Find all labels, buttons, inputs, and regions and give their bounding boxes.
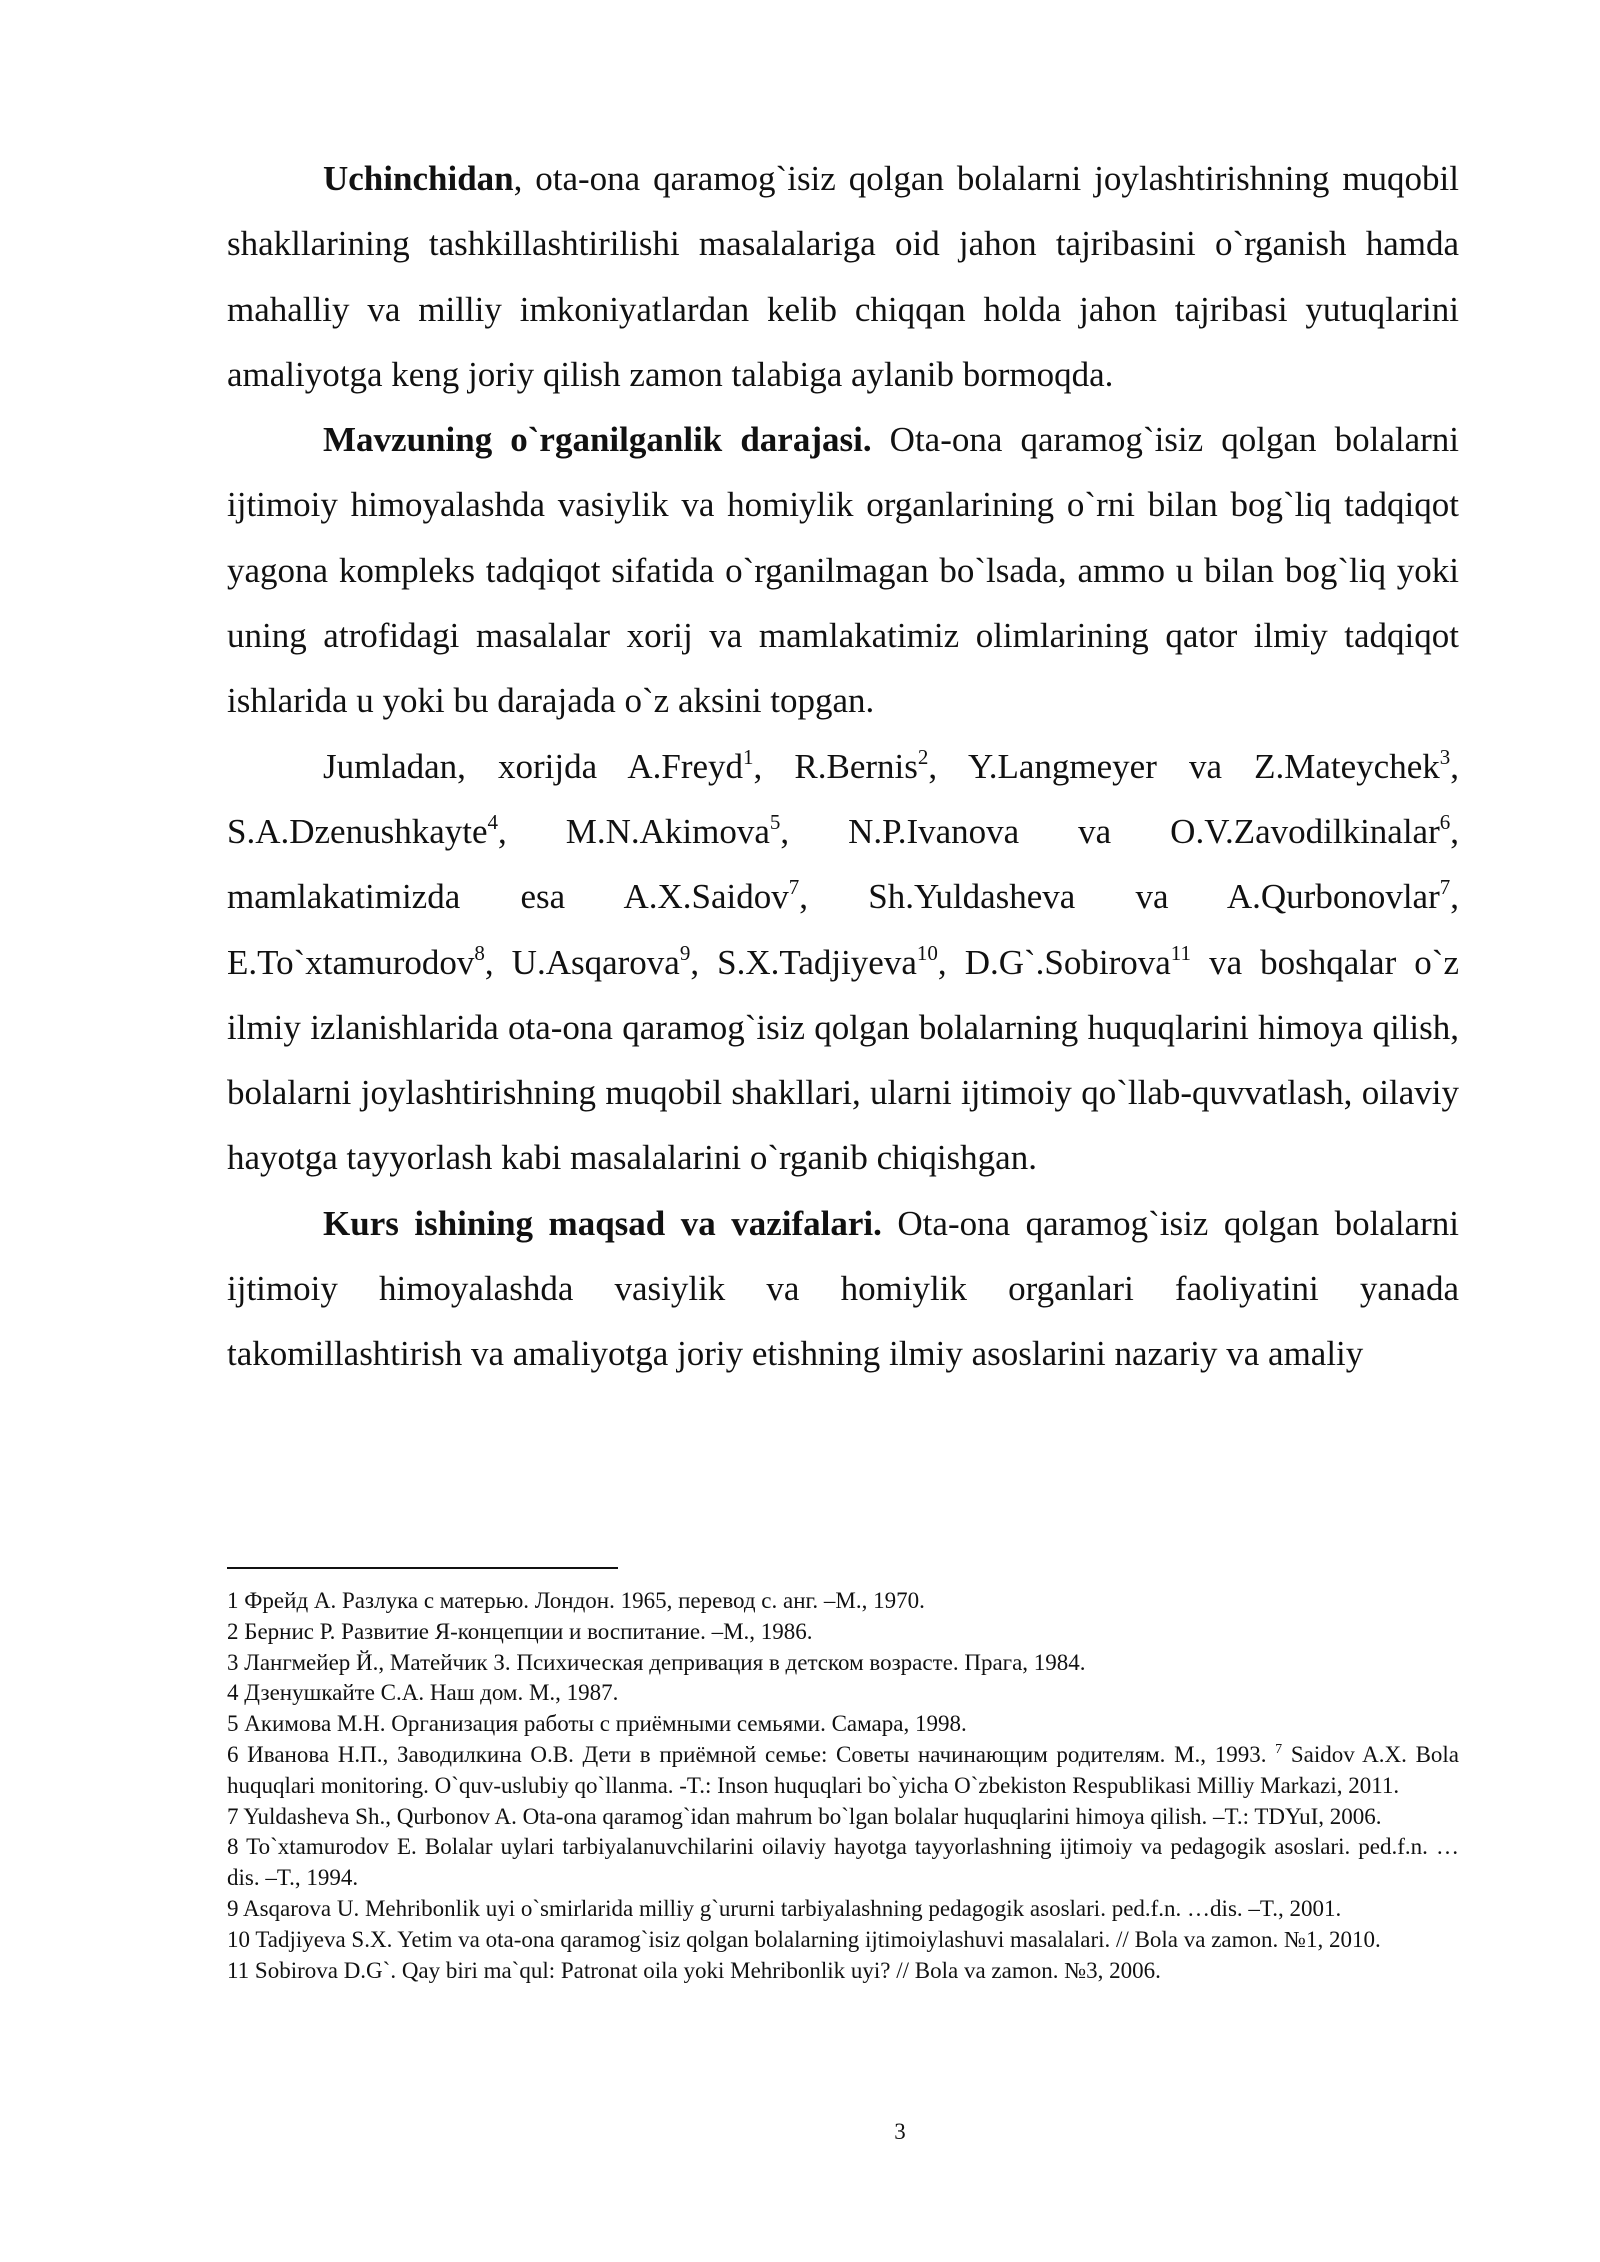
paragraph-text: , E.To`xtamurodov [227,877,1459,982]
paragraph-jumladan [227,734,1459,1191]
paragraph-text: , mamlakatimizda esa A.X.Saidov [227,811,1459,917]
paragraph-text: , Sh.Yuldasheva va A.Qurbonovlar [799,877,1440,917]
paragraph-text: Ota-ona qaramog`isiz qolgan bolalarni ijtimoiy himoyalashda vasiylik va homiylik organlari faoliyatini yanada takomillashtirish va amaliyotga joriy etishning ilmiy asoslarini nazariy va amaliy [227,1203,1460,1374]
footnote-7: 7 Yuldasheva Sh., Qurbonov A. Ota-ona qaramog`idan mahrum bo`lgan bolalar huquqlarini himoya qilish. –T.: TDYuI, 2006. [227,1803,1382,1829]
paragraph-uchinchidan [227,146,1459,407]
footnote-ref[interactable]: 7 [1439,875,1451,900]
footnote-9: 9 Asqarova U. Mehribonlik uyi o`smirlarida milliy g`ururni tarbiyalashning pedagogik asoslari. ped.f.n. …dis. –T., 2001. [227,1895,1342,1921]
paragraph-text: Jumladan, xorijda A.Freyd [323,746,744,786]
footnote-ref: 7 [1275,1741,1283,1757]
paragraph-text: Ota-ona qaramog`isiz qolgan bolalarni ijtimoiy himoyalashda vasiylik va homiylik organlarining o`rni bilan bog`liq tadqiqot yagona kompleks tadqiqot sifatida o`rganilmagan bo`lsada, ammo u bilan bog`liq yoki uning atrofidagi masalalar xorij va mamlakatimiz olimlarining qator ilmiy tadqiqot ishlarida u yoki bu darajada o`z aksini topgan. [227,420,1460,721]
footnote-ref[interactable]: 3 [1439,744,1451,769]
footnote-3: 3 Лангмейер Й., Матейчик З. Психическая депривация в детском возрасте. Прага, 1984. [227,1649,1086,1675]
footnote-ref[interactable]: 4 [487,809,499,834]
paragraph-text: va boshqalar o`z ilmiy izlanishlarida ota-ona qaramog`isiz qolgan bolalarning huquqlarini himoya qilish, bolalarni joylashtirishning muqobil shakllari, ularni ijtimoiy qo`llab-quvvatlash, oilaviy hayotga tayyorlash kabi masalalarini o`rganib chiqishgan. [227,942,1459,1178]
paragraph-text: , N.P.Ivanova va O.V.Zavodilkinalar [780,811,1440,851]
paragraph-text: , M.N.Akimova [498,811,770,851]
paragraph-text: , S.X.Tadjiyeva [690,942,917,982]
paragraph-mavzuning [227,407,1459,733]
footnote-ref[interactable]: 11 [1170,940,1192,965]
paragraph-lead: Mavzuning o`rganilganlik darajasi. [323,420,872,460]
footnote-6 [227,1740,1459,1802]
paragraph-text: , S.A.Dzenushkayte [227,746,1459,851]
footnote-ref[interactable]: 6 [1439,809,1451,834]
footnote-ref[interactable]: 7 [788,875,800,900]
paragraph-text: , D.G`.Sobirova [937,942,1171,982]
footnote-ref[interactable]: 8 [474,940,485,965]
footnote-ref[interactable]: 5 [769,809,781,834]
page-number: 3 [894,2119,906,2144]
footnote-text: 6 Иванова Н.П., Заводилкина О.В. Дети в приёмной семье: Советы начинающим родителям. М., 1993. [227,1741,1276,1767]
body-text [227,146,1459,1387]
footnote-10: 10 Tadjiyeva S.X. Yetim va ota-ona qaramog`isiz qolgan bolalarning ijtimoiylashuvi masalalari. // Bola va zamon. №1, 2010. [227,1926,1381,1952]
footnote-ref[interactable]: 2 [917,744,929,769]
paragraph-text: , U.Asqarova [484,942,680,982]
footnote-2: 2 Бернис Р. Развитие Я-концепции и воспитание. –М., 1986. [227,1618,813,1644]
footnote-ref[interactable]: 10 [916,940,938,965]
footnote-8: 8 To`xtamurodov E. Bolalar uylari tarbiyalanuvchilarini oilaviy hayotga tayyorlashning ijtimoiy va pedagogik asoslari. ped.f.n. …dis. –T., 1994. [227,1834,1459,1891]
footnote-text: Saidov A.X. Bola huquqlari monitoring. O`quv-uslubiy qo`llanma. -T.: Inson huquqlari bo`yicha O`zbekiston Respublikasi Milliy Markazi, 2011. [227,1741,1460,1798]
footnote-4: 4 Дзенушкайте С.А. Наш дом. М., 1987. [227,1680,619,1706]
paragraph-kurs-ishi [227,1191,1459,1387]
footnote-11: 11 Sobirova D.G`. Qay biri ma`qul: Patronat oila yoki Mehribonlik uyi? // Bola va zamon. №3, 2006. [227,1957,1161,1983]
paragraph-lead: Uchinchidan [323,159,514,198]
paragraph-text: , R.Bernis [753,746,918,786]
footnote-ref[interactable]: 9 [679,940,691,965]
footnote-ref[interactable]: 1 [743,744,754,769]
paragraph-text: , ota-ona qaramog`isiz qolgan bolalarni joylashtirishning muqobil shakllarining tashkillashtirilishi masalalariga oid jahon tajribasini o`rganish hamda mahalliy va milliy imkoniyatlardan kelib chiqqan holda jahon tajribasi yutuqlarini amaliyotga keng joriy qilish zamon talabiga aylanib bormoqda. [227,159,1459,394]
footnote-5: 5 Акимова М.Н. Организация работы с приёмными семьями. Самара, 1998. [227,1711,967,1737]
paragraph-text: , Y.Langmeyer va Z.Mateychek [928,746,1440,786]
footnotes [227,1586,1459,1986]
paragraph-lead: Kurs ishining maqsad va vazifalari. [323,1203,882,1243]
footnote-separator [227,1567,618,1569]
footnote-1: 1 Фрейд А. Разлука с матерью. Лондон. 1965, перевод с. анг. –М., 1970. [227,1588,925,1613]
